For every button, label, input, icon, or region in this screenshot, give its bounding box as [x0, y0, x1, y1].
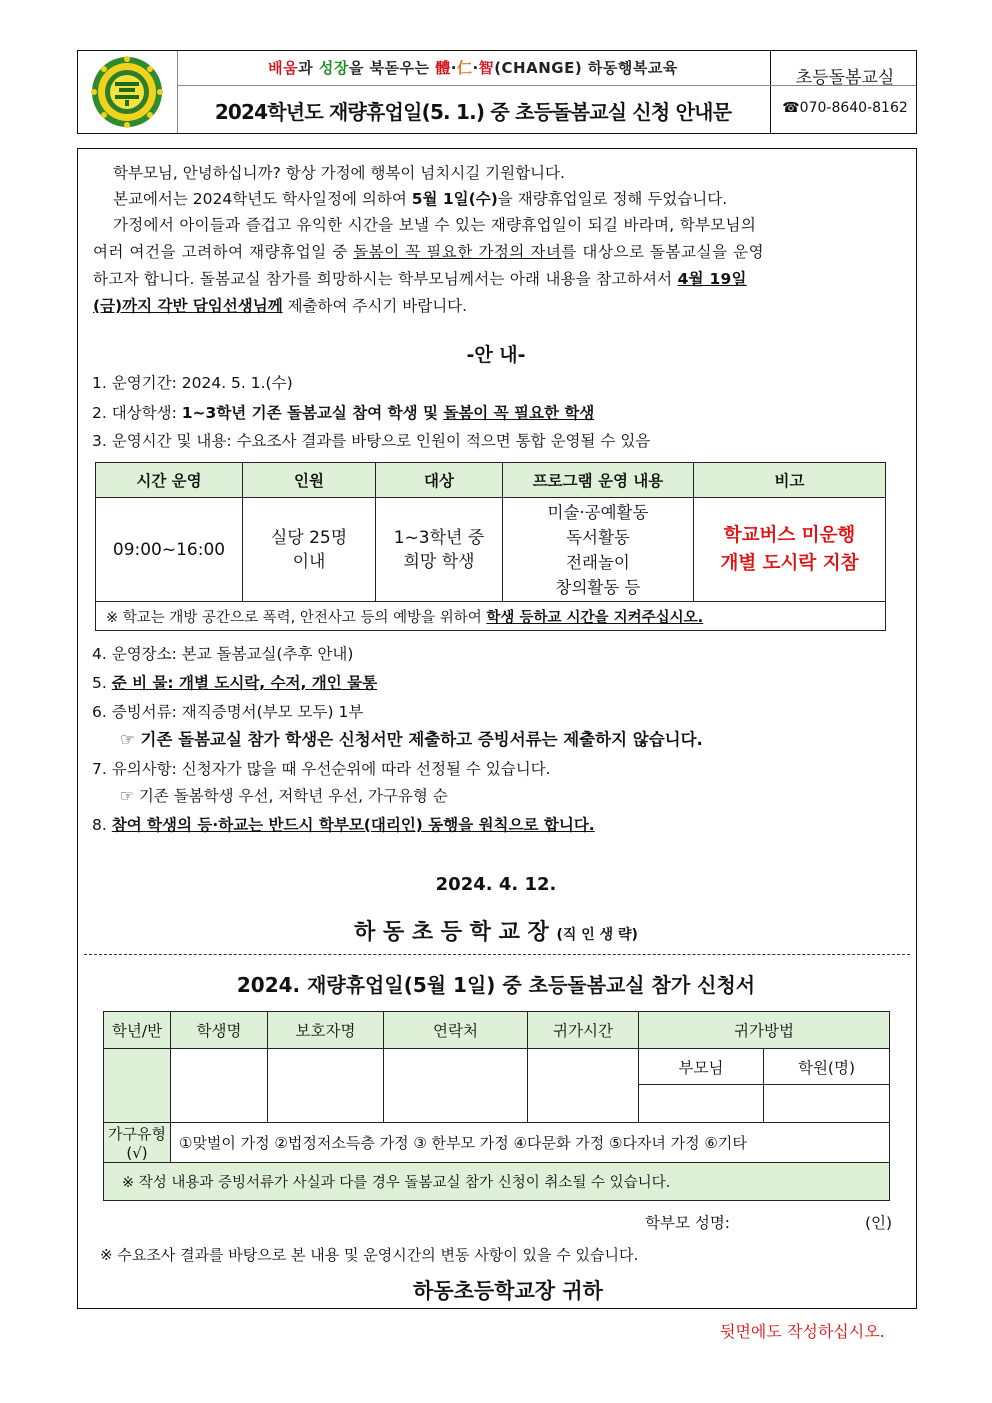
guardian-name-input[interactable] [268, 1049, 384, 1123]
parent-pickup-input[interactable] [639, 1085, 764, 1123]
cut-line [84, 954, 910, 955]
target-cell: 1~3학년 중 희망 학생 [376, 498, 503, 602]
contact-input[interactable] [384, 1049, 528, 1123]
item-operating-hours: 3. 운영시간 및 내용: 수요조사 결과를 바탕으로 인원이 적으면 통합 운영될 수 있음 [92, 432, 651, 450]
item-cautions: 7. 유의사항: 신청자가 많을 때 우선순위에 따라 선정될 수 있습니다. [92, 760, 551, 778]
documents-note: ☞ 기존 돌봄교실 참가 학생은 신청서만 제출하고 증빙서류는 제출하지 않습니다. [120, 730, 703, 749]
col-contact: 연락처 [384, 1012, 528, 1049]
return-time-input[interactable] [528, 1049, 639, 1123]
schedule-table [95, 462, 886, 631]
application-form-table [103, 1011, 890, 1201]
time-cell: 09:00~16:00 [96, 498, 243, 602]
col-time: 시간 운영 [96, 463, 243, 498]
form-title: 2024. 재량휴업일(5월 1일) 중 초등돌봄교실 참가 신청서 [236, 973, 756, 997]
intro-line-6: (금)까지 각반 담임선생님께 제출하여 주시기 바랍니다. [93, 297, 468, 315]
col-guardian-name: 보호자명 [268, 1012, 384, 1049]
intro-line-1: 학부모님, 안녕하십니까? 항상 가정에 행복이 넘치시길 기원합니다. [113, 164, 565, 182]
item-supplies: 5. 준 비 물: 개별 도시락, 수저, 개인 물통 [92, 674, 378, 692]
household-type-label: 가구유형(√) [104, 1123, 171, 1163]
form-warning: ※ 작성 내용과 증빙서류가 사실과 다를 경우 돌봄교실 참가 신청이 취소될 수 있습니다. [104, 1163, 890, 1201]
principal-signature: 하 동 초 등 학 교 장 (직 인 생 략) [354, 920, 638, 945]
col-program: 프로그램 운영 내용 [503, 463, 694, 498]
form-addressee: 하동초등학교장 귀하 [413, 1279, 603, 1303]
academy-pickup-input[interactable] [764, 1085, 890, 1123]
survey-note: ※ 수요조사 결과를 바탕으로 본 내용 및 운영시간의 변동 사항이 있을 수 있습니다. [100, 1246, 639, 1264]
intro-line-5: 하고자 합니다. 돌봄교실 참가를 희망하시는 학부모님께서는 아래 내용을 참고하셔서 4월 19일 [93, 270, 747, 288]
safety-note: ※ 학교는 개방 공간으로 폭력, 안전사고 등의 예방을 위하여 학생 등하교 시간을 지켜주십시오. [96, 602, 886, 631]
program-cell: 미술·공예활동 독서활동 전래놀이 창의활동 등 [503, 498, 694, 602]
parent-name-label: 학부모 성명: [645, 1214, 731, 1232]
remarks-cell: 학교버스 미운행 개별 도시락 지참 [694, 498, 886, 602]
priority-note: ☞ 기존 돌봄학생 우선, 저학년 우선, 가구유형 순 [120, 787, 448, 805]
grade-class-input[interactable] [104, 1049, 171, 1123]
back-side-note: 뒷면에도 작성하십시오. [720, 1322, 885, 1341]
document-title: 2024학년도 재량휴업일(5. 1.) 중 초등돌봄교실 신청 안내문 [214, 100, 732, 124]
item-documents: 6. 증빙서류: 재직증명서(부모 모두) 1부 [92, 703, 364, 721]
intro-line-2: 본교에서는 2024학년도 학사일정에 의하여 5월 1일(수)을 재량휴업일로 정해 두었습니다. [113, 190, 728, 208]
item-target-students: 2. 대상학생: 1~3학년 기존 돌봄교실 참여 학생 및 돌봄이 꼭 필요한 학생 [92, 404, 595, 422]
col-people: 인원 [243, 463, 376, 498]
school-emblem-logo [81, 54, 173, 130]
education-slogan: 배움과 성장을 북돋우는 體·仁·智(CHANGE) 하동행복교육 [268, 59, 678, 77]
notice-heading: -안 내- [466, 344, 526, 366]
department-name: 초등돌봄교실 [795, 68, 895, 88]
people-cell: 실당 25명 이내 [243, 498, 376, 602]
phone-number: ☎070-8640-8162 [782, 100, 908, 116]
col-return-time: 귀가시간 [528, 1012, 639, 1049]
col-remarks: 비고 [694, 463, 886, 498]
col-student-name: 학생명 [171, 1012, 268, 1049]
col-target: 대상 [376, 463, 503, 498]
col-return-method: 귀가방법 [639, 1012, 890, 1049]
subheader-parent: 부모님 [639, 1049, 764, 1085]
household-type-options[interactable]: ①맞벌이 가정 ②법정저소득층 가정 ③ 한부모 가정 ④다문화 가정 ⑤다자녀 가정 ⑥기타 [171, 1123, 890, 1163]
item-location: 4. 운영장소: 본교 돌봄교실(추후 안내) [92, 645, 354, 663]
intro-line-4: 여러 여건을 고려하여 재량휴업일 중 돌봄이 꼭 필요한 가정의 자녀를 대상으로 돌봄교실을 운영 [93, 243, 765, 261]
document-header [77, 50, 917, 134]
seal-mark: (인) [865, 1214, 893, 1232]
issue-date: 2024. 4. 12. [435, 874, 557, 895]
subheader-academy: 학원(명) [764, 1049, 890, 1085]
item-period: 1. 운영기간: 2024. 5. 1.(수) [92, 374, 293, 392]
col-grade-class: 학년/반 [104, 1012, 171, 1049]
intro-line-3: 가정에서 아이들과 즐겁고 유익한 시간을 보낼 수 있는 재량휴업일이 되길 바라며, 학부모님의 [113, 216, 757, 234]
item-escort: 8. 참여 학생의 등·하교는 반드시 학부모(대리인) 동행을 원칙으로 합니다. [92, 816, 595, 834]
student-name-input[interactable] [171, 1049, 268, 1123]
